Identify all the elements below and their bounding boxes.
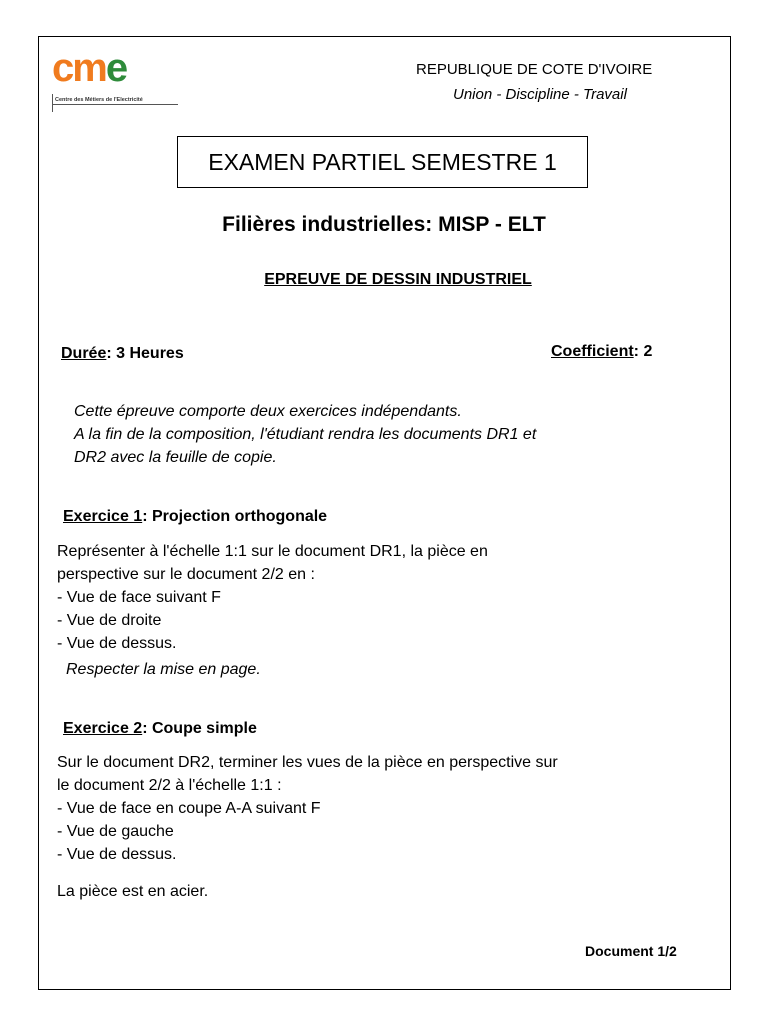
filieres-heading: Filières industrielles: MISP - ELT [222,213,546,236]
country-name: REPUBLIQUE DE COTE D'IVOIRE [416,61,653,78]
exercise-2-heading [63,720,257,738]
exercise-1-title: : Projection orthogonale [142,508,328,525]
exercise-2-line: Sur le document DR2, terminer les vues de la pièce en perspective sur [57,754,558,771]
instructions-line: DR2 avec la feuille de copie. [74,449,277,466]
exercise-2-line: - Vue de face en coupe A-A suivant F [57,800,321,817]
exam-title: EXAMEN PARTIEL SEMESTRE 1 [208,148,557,175]
exercise-2-line: - Vue de dessus. [57,846,177,863]
logo-tick [52,94,53,112]
coefficient [551,343,652,361]
logo-underline [52,104,178,105]
instructions-line: Cette épreuve comporte deux exercices indépendants. [74,403,462,420]
logo-subtitle: Centre des Métiers de l'Electricité [55,97,143,103]
duration [61,345,184,363]
logo-text: cme [52,46,127,90]
exercise-2-line: - Vue de gauche [57,823,174,840]
instructions [74,400,690,469]
exercise-2-title: : Coupe simple [142,720,257,737]
exercise-1-body [57,540,697,655]
coefficient-value: : 2 [633,343,653,360]
exercise-1-line: perspective sur le document 2/2 en : [57,566,315,583]
exercise-2-label: Exercice 2 [63,720,143,737]
coefficient-label: Coefficient [551,343,634,360]
exercise-1-line: - Vue de face suivant F [57,589,221,606]
exercise-1-label: Exercice 1 [63,508,143,525]
instructions-line: A la fin de la composition, l'étudiant rendra les documents DR1 et [74,426,537,443]
cme-logo [52,46,182,112]
document-number: Document 1/2 [585,943,677,959]
exam-title-box [177,136,588,188]
epreuve-heading: EPREUVE DE DESSIN INDUSTRIEL [264,271,532,288]
exercise-1-note: Respecter la mise en page. [66,661,261,678]
exercise-1-line: - Vue de droite [57,612,162,629]
exercise-2-line: le document 2/2 à l'échelle 1:1 : [57,777,282,794]
exercise-2-body [57,751,697,866]
duration-value: : 3 Heures [106,345,184,362]
national-motto: Union - Discipline - Travail [453,86,627,103]
material-note: La pièce est en acier. [57,883,209,900]
duration-label: Durée [61,345,107,362]
exercise-1-heading [63,508,327,526]
exercise-1-line: Représenter à l'échelle 1:1 sur le document DR1, la pièce en [57,543,488,560]
exercise-1-line: - Vue de dessus. [57,635,177,652]
